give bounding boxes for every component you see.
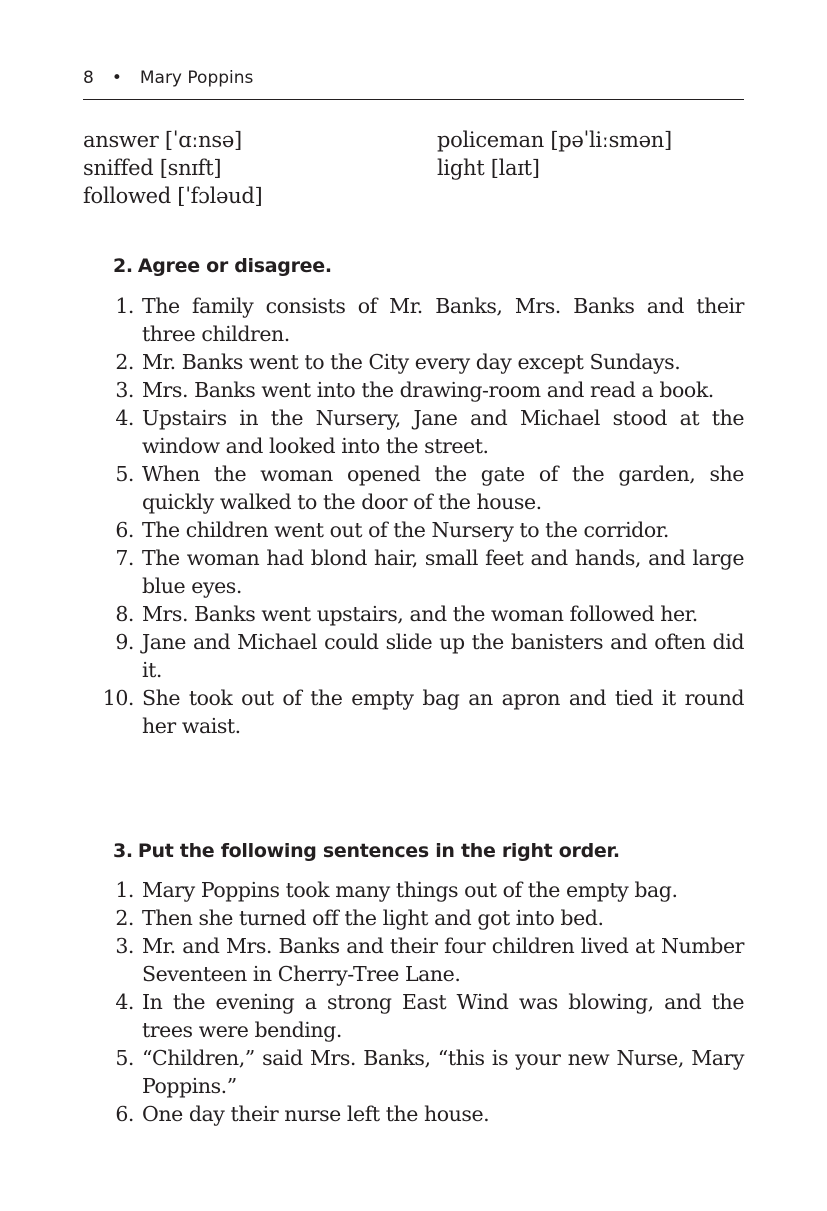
list-item	[0, 404, 744, 460]
list-item	[0, 516, 744, 544]
item-number: 7.	[115, 546, 134, 570]
list-item	[0, 932, 744, 988]
header-rule	[83, 99, 744, 100]
item-number: 5.	[115, 462, 134, 486]
exercise-3-list	[0, 876, 744, 1128]
list-item	[0, 684, 744, 740]
page-number: 8	[83, 68, 94, 88]
item-text: Upstairs in the Nursery, Jane and Michael stood at the window and looked into the street.	[142, 406, 744, 458]
item-text: Mr. and Mrs. Banks and their four children lived at Number Seventeen in Cherry-Tree Lane.	[142, 934, 744, 986]
vocabulary-right-column	[437, 126, 672, 182]
item-number: 10.	[102, 686, 134, 710]
exercise-2-list	[0, 292, 744, 740]
item-number: 4.	[115, 990, 134, 1014]
item-number: 2.	[115, 906, 134, 930]
list-item	[0, 876, 744, 904]
book-title: Mary Poppins	[139, 68, 254, 88]
item-text: She took out of the empty bag an apron and tied it round her waist.	[142, 686, 744, 738]
item-text: When the woman opened the gate of the garden, she quickly walked to the door of the house.	[142, 462, 744, 514]
running-head	[83, 66, 743, 90]
vocabulary-left-column	[83, 126, 262, 210]
vocab-word: answer [ˈɑːnsə]	[83, 128, 242, 152]
exercise-2-title: Agree or disagree.	[137, 255, 332, 277]
exercise-3-heading	[113, 838, 620, 864]
vocab-word: sniffed [snɪft]	[83, 156, 222, 180]
exercise-3-title: Put the following sentences in the right order.	[137, 840, 620, 862]
vocab-word: light [laɪt]	[437, 156, 540, 180]
item-number: 3.	[115, 934, 134, 958]
item-text: “Children,” said Mrs. Banks, “this is your new Nurse, Mary Poppins.”	[142, 1046, 744, 1098]
list-item	[0, 904, 744, 932]
item-text: The family consists of Mr. Banks, Mrs. Banks and their three children.	[142, 294, 744, 346]
exercise-2-heading	[113, 253, 332, 279]
list-item	[0, 544, 744, 600]
list-item	[0, 292, 744, 348]
item-number: 9.	[115, 630, 134, 654]
list-item	[0, 1044, 744, 1100]
item-text: Mr. Banks went to the City every day except Sundays.	[142, 350, 681, 374]
item-number: 4.	[115, 406, 134, 430]
list-item	[0, 460, 744, 516]
exercise-3-number: 3.	[113, 840, 133, 862]
list-item	[0, 628, 744, 684]
item-number: 8.	[115, 602, 134, 626]
list-item	[0, 1100, 744, 1128]
list-item	[0, 600, 744, 628]
item-number: 1.	[115, 294, 134, 318]
item-number: 6.	[115, 1102, 134, 1126]
list-item	[0, 988, 744, 1044]
list-item	[0, 348, 744, 376]
item-text: In the evening a strong East Wind was blowing, and the trees were bending.	[142, 990, 744, 1042]
item-number: 6.	[115, 518, 134, 542]
vocab-word: policeman [pəˈliːsmən]	[437, 128, 672, 152]
item-number: 2.	[115, 350, 134, 374]
item-text: One day their nurse left the house.	[142, 1102, 490, 1126]
item-number: 3.	[115, 378, 134, 402]
list-item	[0, 376, 744, 404]
item-text: The children went out of the Nursery to the corridor.	[142, 518, 669, 542]
item-number: 1.	[115, 878, 134, 902]
header-bullet: •	[111, 68, 122, 88]
item-text: Then she turned off the light and got into bed.	[142, 906, 604, 930]
item-text: The woman had blond hair, small feet and hands, and large blue eyes.	[142, 546, 744, 598]
item-text: Mary Poppins took many things out of the empty bag.	[142, 878, 678, 902]
item-text: Mrs. Banks went upstairs, and the woman followed her.	[142, 602, 698, 626]
item-text: Jane and Michael could slide up the banisters and often did it.	[142, 630, 744, 682]
item-text: Mrs. Banks went into the drawing-room and read a book.	[142, 378, 714, 402]
item-number: 5.	[115, 1046, 134, 1070]
exercise-2-number: 2.	[113, 255, 133, 277]
vocab-word: followed [ˈfɔləud]	[83, 184, 263, 208]
